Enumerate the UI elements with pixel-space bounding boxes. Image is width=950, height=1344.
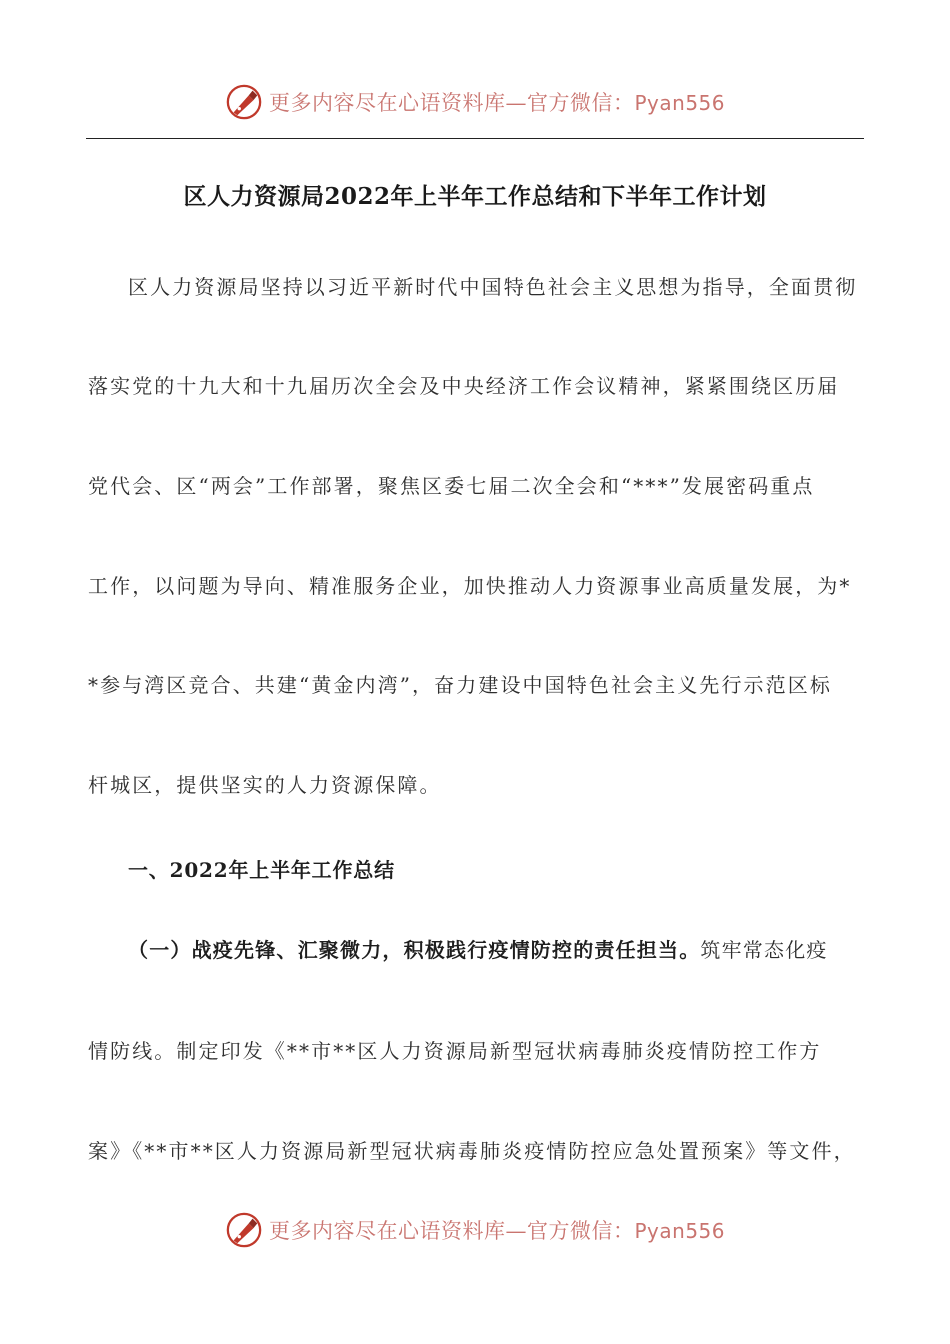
wechat-id: Pyan556 [634, 1219, 725, 1243]
document-title: 区人力资源局2022年上半年工作总结和下半年工作计划 [183, 183, 767, 210]
subsection-text: 筑牢常态化疫 [700, 938, 828, 962]
banner-text: 更多内容尽在心语资料库—官方微信：Pyan556 [268, 1219, 725, 1243]
pen-nib-logo-icon [225, 1211, 263, 1249]
subsection-line-2: 情防线。制定印发《**市**区人力资源局新型冠状病毒肺炎疫情防控工作方 [88, 1039, 822, 1063]
subsection-line-3: 案》《**市**区人力资源局新型冠状病毒肺炎疫情防控应急处置预案》等文件， [88, 1139, 856, 1163]
intro-line-4: 工作，以问题为导向、精准服务企业，加快推动人力资源事业高质量发展，为* [88, 574, 852, 598]
header-banner [0, 82, 950, 122]
section-heading: 一、2022年上半年工作总结 [128, 858, 395, 882]
wechat-id: Pyan556 [634, 91, 725, 115]
intro-line-3: 党代会、区“两会”工作部署，聚焦区委七届二次全会和“***”发展密码重点 [88, 474, 815, 498]
intro-line-5: *参与湾区竞合、共建“黄金内湾”，奋力建设中国特色社会主义先行示范区标 [88, 673, 832, 697]
header-rule [86, 138, 864, 139]
intro-line-2: 落实党的十九大和十九届历次全会及中央经济工作会议精神，紧紧围绕区历届 [88, 374, 840, 398]
intro-line-6: 杆城区，提供坚实的人力资源保障。 [88, 773, 442, 797]
subsection-line-1 [128, 935, 862, 965]
intro-line-1: 区人力资源局坚持以习近平新时代中国特色社会主义思想为指导，全面贯彻 [128, 275, 858, 299]
footer-banner [0, 1210, 950, 1250]
pen-nib-logo-icon [225, 83, 263, 121]
banner-text: 更多内容尽在心语资料库—官方微信：Pyan556 [268, 91, 725, 115]
subsection-title: （一）战疫先锋、汇聚微力，积极践行疫情防控的责任担当。 [128, 938, 701, 962]
